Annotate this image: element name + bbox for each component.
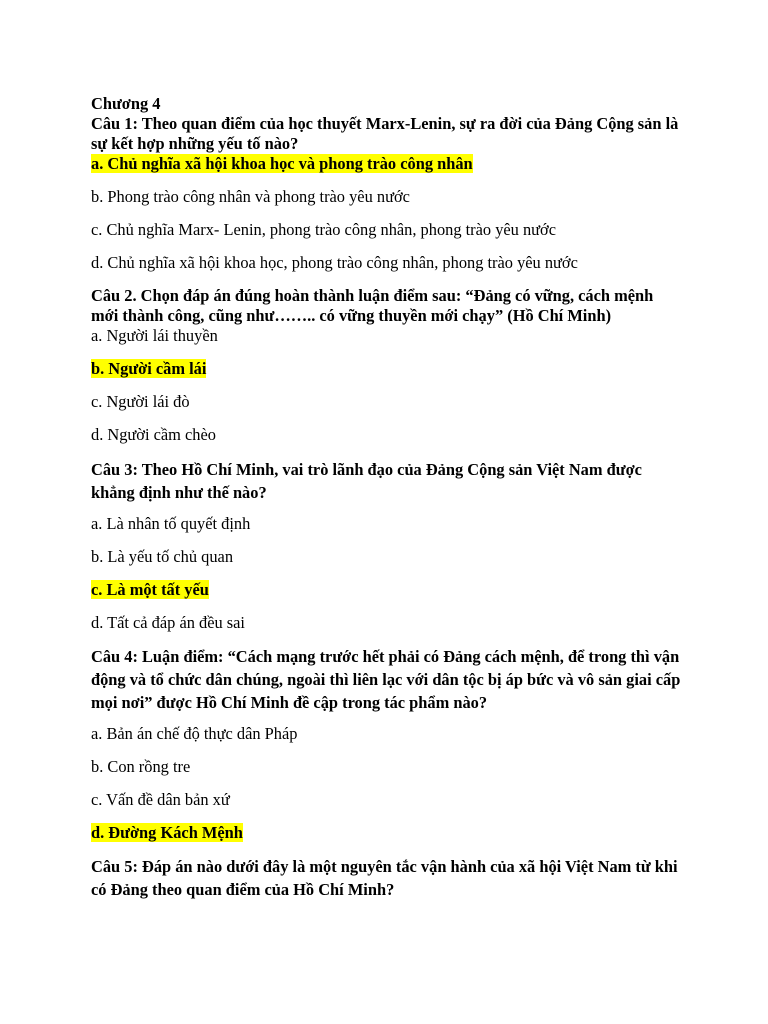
q1-option-c: c. Chủ nghĩa Marx- Lenin, phong trào công nhân, phong trào yêu nước	[91, 220, 556, 239]
chapter-title: Chương 4	[91, 94, 161, 113]
question-5: Câu 5: Đáp án nào dưới đây là một nguyên tắc vận hành của xã hội Việt Nam từ khi có Đảng theo quan điểm của Hồ Chí Minh?	[91, 857, 678, 899]
q2-option-a: a. Người lái thuyền	[91, 326, 218, 345]
q4-option-b: b. Con rồng tre	[91, 757, 191, 776]
q3-option-d: d. Tất cả đáp án đều sai	[91, 613, 245, 632]
q4-option-d	[91, 823, 691, 843]
question-4: Câu 4: Luận điểm: “Cách mạng trước hết phải có Đảng cách mệnh, để trong thì vận động và tổ chức dân chúng, ngoài thì liên lạc với dân tộc bị áp bức và vô sản giai cấp mọi nơi” được Hồ Chí Minh đề cập trong tác phẩm nào?	[91, 647, 681, 712]
q4-option-a: a. Bản án chế độ thực dân Pháp	[91, 724, 298, 743]
question-3: Câu 3: Theo Hồ Chí Minh, vai trò lãnh đạo của Đảng Cộng sản Việt Nam được khẳng định như thế nào?	[91, 460, 642, 502]
q3-option-c	[91, 580, 691, 600]
q1-option-a	[91, 154, 691, 174]
q2-option-c: c. Người lái đò	[91, 392, 190, 411]
q1-option-d: d. Chủ nghĩa xã hội khoa học, phong trào công nhân, phong trào yêu nước	[91, 253, 578, 272]
answer-highlight: d. Đường Kách Mệnh	[91, 823, 243, 842]
question-1: Câu 1: Theo quan điểm của học thuyết Marx-Lenin, sự ra đời của Đảng Cộng sản là sự kết hợp những yếu tố nào?	[91, 114, 679, 153]
answer-highlight: a. Chủ nghĩa xã hội khoa học và phong trào công nhân	[91, 154, 473, 173]
q2-option-d: d. Người cầm chèo	[91, 425, 216, 444]
q4-option-c: c. Vấn đề dân bản xứ	[91, 790, 230, 809]
q2-option-b	[91, 359, 691, 379]
q1-option-b: b. Phong trào công nhân và phong trào yêu nước	[91, 187, 410, 206]
answer-highlight: b. Người cầm lái	[91, 359, 207, 378]
answer-highlight: c. Là một tất yếu	[91, 580, 209, 599]
q3-option-a: a. Là nhân tố quyết định	[91, 514, 251, 533]
document-page	[91, 94, 691, 901]
question-2: Câu 2. Chọn đáp án đúng hoàn thành luận điểm sau: “Đảng có vững, cách mệnh mới thành công, cũng như…….. có vững thuyền mới chạy” (Hồ Chí Minh)	[91, 286, 654, 325]
q3-option-b: b. Là yếu tố chủ quan	[91, 547, 234, 566]
